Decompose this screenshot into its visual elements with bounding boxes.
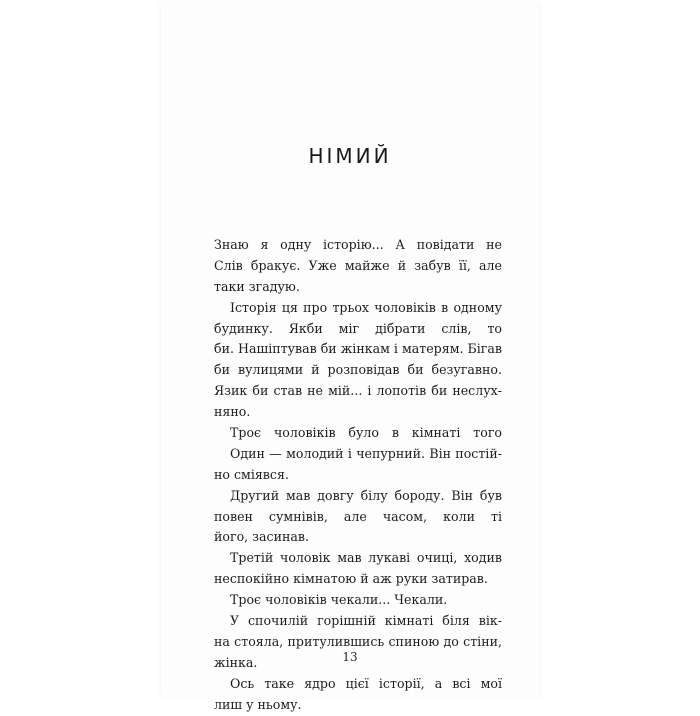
book-page bbox=[161, 0, 539, 712]
text-line: неспокійно кімнатою й аж руки затирав. bbox=[214, 571, 488, 587]
chapter-body bbox=[214, 235, 502, 715]
page-number: 13 bbox=[342, 650, 358, 664]
text-line: Троє чоловіків було в кімнаті того bbox=[230, 425, 502, 441]
text-line: Троє чоловіків чекали... Чекали. bbox=[230, 592, 448, 608]
text-line: на стояла, притулившись спиною до стіни, bbox=[214, 633, 502, 649]
text-line: но сміявся. bbox=[214, 466, 289, 482]
text-line: лиш у ньому. bbox=[214, 696, 302, 712]
chapter-title: НІМИЙ bbox=[308, 144, 392, 168]
text-line: Історія ця про трьох чоловіків в одному bbox=[230, 299, 502, 315]
text-line: жінка. bbox=[214, 654, 258, 670]
text-line: У спочилій горішній кімнаті біля вік- bbox=[230, 613, 502, 629]
text-line: Слів бракує. Уже майже й забув її, але bbox=[214, 257, 502, 273]
text-line: няно. bbox=[214, 404, 251, 420]
text-line: Знаю я одну історію... А повідати не bbox=[214, 237, 502, 252]
text-line: Третій чоловік мав лукаві очиці, ходив bbox=[230, 550, 502, 566]
text-line: Один — молодий і чепурний. Він постій- bbox=[230, 445, 502, 461]
text-line: би. Нашіптував би жінкам і матерям. Бігав bbox=[214, 341, 502, 357]
text-line: Ось таке ядро цієї історії, а всі мої bbox=[230, 675, 502, 691]
text-line: повен сумнівів, але часом, коли ті bbox=[214, 508, 502, 524]
text-line: таки згадую. bbox=[214, 278, 300, 294]
text-line: будинку. Якби міг дібрати слів, то bbox=[214, 320, 502, 336]
text-line: би вулицями й розповідав би безугавно. bbox=[214, 362, 502, 378]
text-line: Другий мав довгу білу бороду. Він був bbox=[230, 487, 502, 503]
text-line: його, засинав. bbox=[214, 529, 309, 545]
text-line: Язик би став не мій... і лопотів би неслух- bbox=[214, 383, 502, 399]
